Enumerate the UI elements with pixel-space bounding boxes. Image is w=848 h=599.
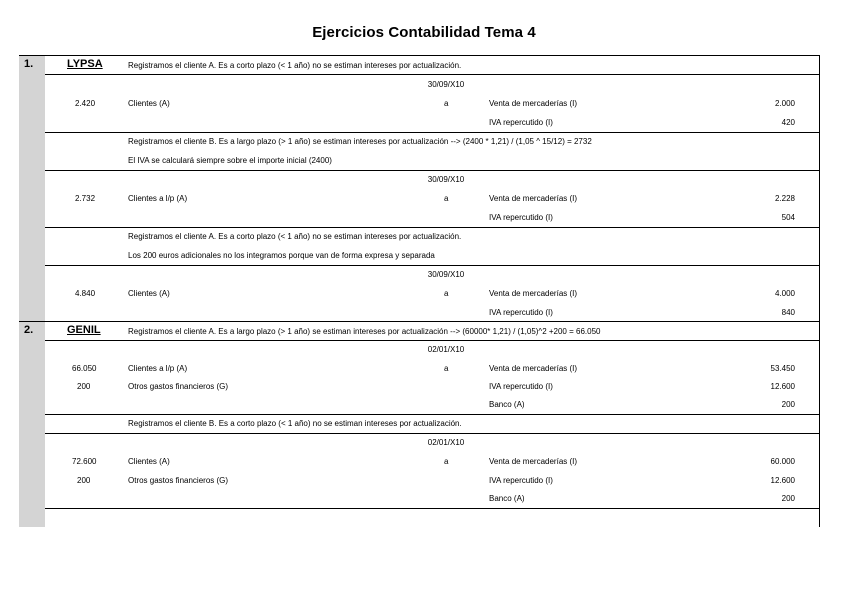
debit-amount: 200 — [77, 476, 91, 485]
credit-account: IVA repercutido (I) — [489, 213, 553, 222]
right-border-line — [819, 55, 820, 527]
note-text: Registramos el cliente A. Es a corto plazo (< 1 año) no se estiman intereses por actualización. — [128, 232, 462, 241]
credit-amount: 200 — [781, 494, 795, 503]
company-name: LYPSA — [67, 58, 103, 70]
entry-date: 02/01/X10 — [427, 438, 465, 447]
credit-amount: 504 — [781, 213, 795, 222]
credit-account: Venta de mercaderías (I) — [489, 289, 578, 298]
divider — [45, 433, 820, 434]
company-name: GENIL — [67, 324, 101, 336]
credit-account: IVA repercutido (I) — [489, 308, 553, 317]
debit-amount: 2.732 — [75, 194, 96, 203]
divider — [19, 321, 820, 322]
note-text: Registramos el cliente A. Es a corto plazo (< 1 año) no se estiman intereses por actualización. — [128, 61, 462, 70]
debit-amount: 4.840 — [75, 289, 96, 298]
debit-account: Clientes a l/p (A) — [128, 364, 188, 373]
entry-date: 30/09/X10 — [427, 270, 465, 279]
debit-account: Clientes (A) — [128, 457, 170, 466]
debit-amount: 72.600 — [72, 457, 97, 466]
left-margin-bar — [19, 55, 45, 527]
credit-amount: 840 — [781, 308, 795, 317]
divider — [45, 132, 820, 133]
credit-amount: 60.000 — [770, 457, 795, 466]
credit-account: Venta de mercaderías (I) — [489, 194, 578, 203]
note-text: Registramos el cliente B. Es a largo plazo (> 1 año) se estiman intereses por actualización --> (2400 * 1,21) / (1,05 ^ 15/12) = 2732 — [128, 137, 592, 146]
page-title: Ejercicios Contabilidad Tema 4 — [312, 24, 536, 41]
divider — [45, 265, 820, 266]
credit-account: Venta de mercaderías (I) — [489, 457, 578, 466]
a-connector: a — [444, 194, 449, 203]
credit-account: Venta de mercaderías (I) — [489, 364, 578, 373]
a-connector: a — [444, 364, 449, 373]
debit-amount: 2.420 — [75, 99, 96, 108]
credit-amount: 53.450 — [770, 364, 795, 373]
credit-amount: 420 — [781, 118, 795, 127]
credit-amount: 12.600 — [770, 382, 795, 391]
divider — [45, 74, 820, 75]
credit-account: Venta de mercaderías (I) — [489, 99, 578, 108]
credit-account: Banco (A) — [489, 494, 525, 503]
debit-account: Otros gastos financieros (G) — [128, 476, 229, 485]
entry-date: 30/09/X10 — [427, 175, 465, 184]
debit-account: Clientes (A) — [128, 99, 170, 108]
debit-account: Otros gastos financieros (G) — [128, 382, 229, 391]
credit-amount: 12.600 — [770, 476, 795, 485]
exercise-number: 1. — [24, 58, 34, 70]
entry-date: 30/09/X10 — [427, 80, 465, 89]
divider — [19, 55, 820, 56]
divider — [45, 414, 820, 415]
debit-amount: 200 — [77, 382, 91, 391]
entry-date: 02/01/X10 — [427, 345, 465, 354]
credit-amount: 4.000 — [774, 289, 795, 298]
a-connector: a — [444, 99, 449, 108]
debit-account: Clientes (A) — [128, 289, 170, 298]
credit-amount: 200 — [781, 400, 795, 409]
note-text: Los 200 euros adicionales no los integramos porque van de forma expresa y separada — [128, 251, 435, 260]
credit-amount: 2.228 — [774, 194, 795, 203]
a-connector: a — [444, 457, 449, 466]
exercise-number: 2. — [24, 324, 34, 336]
credit-amount: 2.000 — [774, 99, 795, 108]
credit-account: IVA repercutido (I) — [489, 382, 553, 391]
debit-amount: 66.050 — [72, 364, 97, 373]
note-text: El IVA se calculará siempre sobre el importe inicial (2400) — [128, 156, 332, 165]
divider — [45, 170, 820, 171]
credit-account: IVA repercutido (I) — [489, 476, 553, 485]
note-text: Registramos el cliente A. Es a largo plazo (> 1 año) se estiman intereses por actualización --> (60000* 1,21) / (1,05)^2 +200 = 66.050 — [128, 327, 601, 336]
debit-account: Clientes a l/p (A) — [128, 194, 188, 203]
note-text: Registramos el cliente B. Es a corto plazo (< 1 año) no se estiman intereses por actualización. — [128, 419, 462, 428]
divider — [45, 340, 820, 341]
credit-account: Banco (A) — [489, 400, 525, 409]
divider — [45, 227, 820, 228]
credit-account: IVA repercutido (I) — [489, 118, 553, 127]
a-connector: a — [444, 289, 449, 298]
divider — [45, 508, 820, 509]
